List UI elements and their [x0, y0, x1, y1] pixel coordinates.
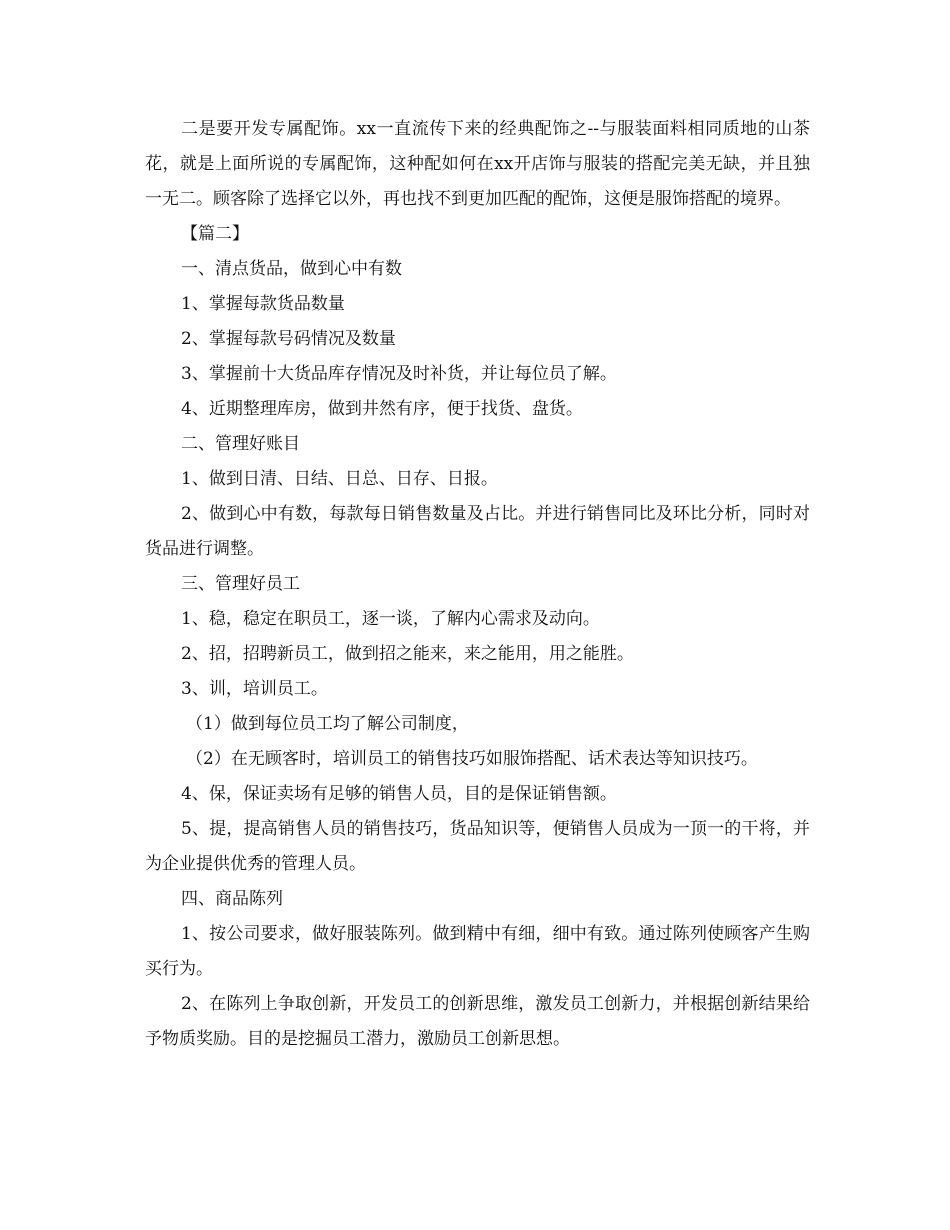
list-item-display-2: 2、在陈列上争取创新，开发员工的创新思维，激发员工创新力，并根据创新结果给予物质奖励。目的是挖掘员工潜力，激励员工创新思想。 — [145, 994, 810, 1049]
list-item-accounts-2: 2、做到心中有数，每款每日销售数量及占比。并进行销售同比及环比分析，同时对货品进行调整。 — [145, 504, 810, 559]
list-item-inventory-1: 1、掌握每款货品数量 — [181, 294, 345, 314]
list-item-inventory-3: 3、掌握前十大货品库存情况及时补货，并让每位员了解。 — [181, 364, 617, 384]
heading-display: 四、商品陈列 — [181, 889, 283, 909]
heading-staff: 三、管理好员工 — [181, 574, 300, 594]
paragraph-accessory-intro: 二是要开发专属配饰。xx一直流传下来的经典配饰之--与服装面料相同质地的山茶花，就是上面所说的专属配饰，这种配如何在xx开店饰与服装的搭配完美无缺，并且独一无二。顾客除了选择它以外，再也找不到更加匹配的配饰，这便是服饰搭配的境界。 — [145, 119, 810, 209]
list-item-staff-5: 5、提，提高销售人员的销售技巧，货品知识等，便销售人员成为一顶一的干将，并为企业提供优秀的管理人员。 — [145, 819, 810, 874]
list-item-staff-3: 3、训，培训员工。 — [181, 679, 328, 699]
heading-inventory: 一、清点货品，做到心中有数 — [181, 259, 402, 279]
list-item-staff-1: 1、稳，稳定在职员工，逐一谈，了解内心需求及动向。 — [181, 609, 600, 629]
sub-item-training-1: （1）做到每位员工均了解公司制度， — [186, 714, 469, 734]
sub-item-training-2: （2）在无顾客时，培训员工的销售技巧如服饰搭配、话术表达等知识技巧。 — [186, 749, 758, 769]
document-body — [145, 112, 810, 1057]
list-item-inventory-4: 4、近期整理库房，做到井然有序，便于找货、盘货。 — [181, 399, 583, 419]
list-item-staff-2: 2、招，招聘新员工，做到招之能来，来之能用，用之能胜。 — [181, 644, 634, 664]
list-item-staff-4: 4、保，保证卖场有足够的销售人员，目的是保证销售额。 — [181, 784, 617, 804]
list-item-display-1: 1、按公司要求，做好服装陈列。做到精中有细，细中有致。通过陈列使顾客产生购买行为。 — [145, 924, 810, 979]
list-item-accounts-1: 1、做到日清、日结、日总、日存、日报。 — [181, 469, 498, 489]
heading-accounts: 二、管理好账目 — [181, 434, 300, 454]
section-heading-part-two: 【篇二】 — [181, 224, 249, 244]
list-item-inventory-2: 2、掌握每款号码情况及数量 — [181, 329, 396, 349]
